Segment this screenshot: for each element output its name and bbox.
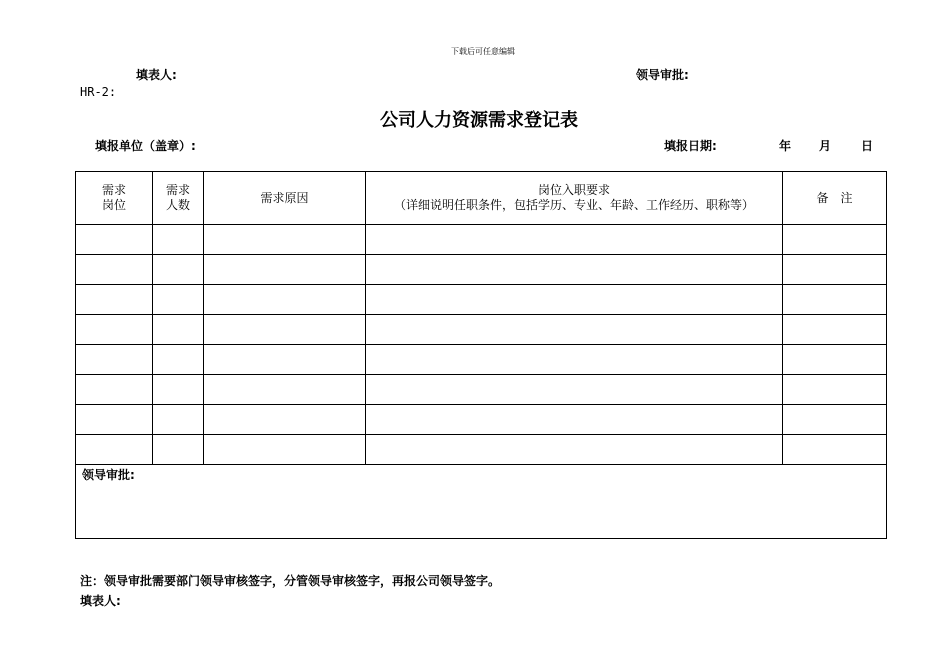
day-label: 日	[861, 139, 874, 153]
cell-position[interactable]	[76, 345, 153, 375]
cell-reason[interactable]	[204, 405, 366, 435]
col-count-line1: 需求	[165, 183, 190, 197]
cell-remarks[interactable]	[783, 405, 887, 435]
col-count	[153, 172, 204, 225]
cell-reason[interactable]	[204, 375, 366, 405]
col-requirements-title: 岗位入职要求	[537, 183, 610, 197]
col-reason: 需求原因	[204, 172, 366, 225]
cell-count[interactable]	[153, 315, 204, 345]
cell-count[interactable]	[153, 285, 204, 315]
date-label: 填报日期:	[664, 139, 717, 153]
cell-reason[interactable]	[204, 315, 366, 345]
col-count-line2: 人数	[165, 198, 190, 212]
cell-requirements[interactable]	[366, 285, 783, 315]
page-title: 公司人力资源需求登记表	[380, 110, 578, 131]
table-header-row	[76, 172, 887, 225]
cell-count[interactable]	[153, 255, 204, 285]
table-row	[76, 225, 887, 255]
approval-cell[interactable]	[76, 465, 887, 539]
col-requirements	[366, 172, 783, 225]
cell-count[interactable]	[153, 345, 204, 375]
col-position-line2: 岗位	[101, 198, 126, 212]
cell-requirements[interactable]	[366, 375, 783, 405]
cell-remarks[interactable]	[783, 375, 887, 405]
cell-position[interactable]	[76, 225, 153, 255]
footer-note: 注：领导审批需要部门领导审核签字，分管领导审核签字，再报公司领导签字。	[80, 574, 501, 588]
leader-approval-label: 领导审批:	[636, 68, 689, 82]
table-row	[76, 315, 887, 345]
cell-remarks[interactable]	[783, 255, 887, 285]
cell-reason[interactable]	[204, 225, 366, 255]
cell-position[interactable]	[76, 405, 153, 435]
table-row	[76, 435, 887, 465]
cell-count[interactable]	[153, 375, 204, 405]
col-remarks: 备 注	[783, 172, 887, 225]
table-row	[76, 285, 887, 315]
cell-position[interactable]	[76, 375, 153, 405]
cell-remarks[interactable]	[783, 225, 887, 255]
cell-requirements[interactable]	[366, 435, 783, 465]
table-row	[76, 405, 887, 435]
form-code: HR-2:	[80, 85, 117, 99]
cell-reason[interactable]	[204, 285, 366, 315]
cell-remarks[interactable]	[783, 315, 887, 345]
cell-position[interactable]	[76, 315, 153, 345]
year-label: 年	[779, 139, 792, 153]
approval-row	[76, 465, 887, 539]
cell-reason[interactable]	[204, 255, 366, 285]
col-position-line1: 需求	[101, 183, 126, 197]
demand-table	[75, 171, 887, 539]
top-note: 下载后可任意编辑	[451, 47, 515, 56]
cell-requirements[interactable]	[366, 255, 783, 285]
cell-count[interactable]	[153, 405, 204, 435]
unit-label: 填报单位（盖章）:	[95, 139, 196, 153]
cell-position[interactable]	[76, 255, 153, 285]
filler-label: 填表人:	[136, 68, 177, 82]
cell-requirements[interactable]	[366, 345, 783, 375]
col-position	[76, 172, 153, 225]
approval-label: 领导审批:	[82, 468, 135, 482]
table-row	[76, 255, 887, 285]
cell-requirements[interactable]	[366, 315, 783, 345]
cell-requirements[interactable]	[366, 225, 783, 255]
cell-remarks[interactable]	[783, 345, 887, 375]
cell-position[interactable]	[76, 435, 153, 465]
table-row	[76, 345, 887, 375]
cell-reason[interactable]	[204, 435, 366, 465]
cell-remarks[interactable]	[783, 285, 887, 315]
col-requirements-detail: （详细说明任职条件，包括学历、专业、年龄、工作经历、职称等）	[393, 198, 754, 212]
month-label: 月	[819, 139, 832, 153]
cell-remarks[interactable]	[783, 435, 887, 465]
table-row	[76, 375, 887, 405]
cell-position[interactable]	[76, 285, 153, 315]
cell-requirements[interactable]	[366, 405, 783, 435]
cell-reason[interactable]	[204, 345, 366, 375]
footer-filler-label: 填表人:	[80, 594, 121, 608]
cell-count[interactable]	[153, 435, 204, 465]
cell-count[interactable]	[153, 225, 204, 255]
